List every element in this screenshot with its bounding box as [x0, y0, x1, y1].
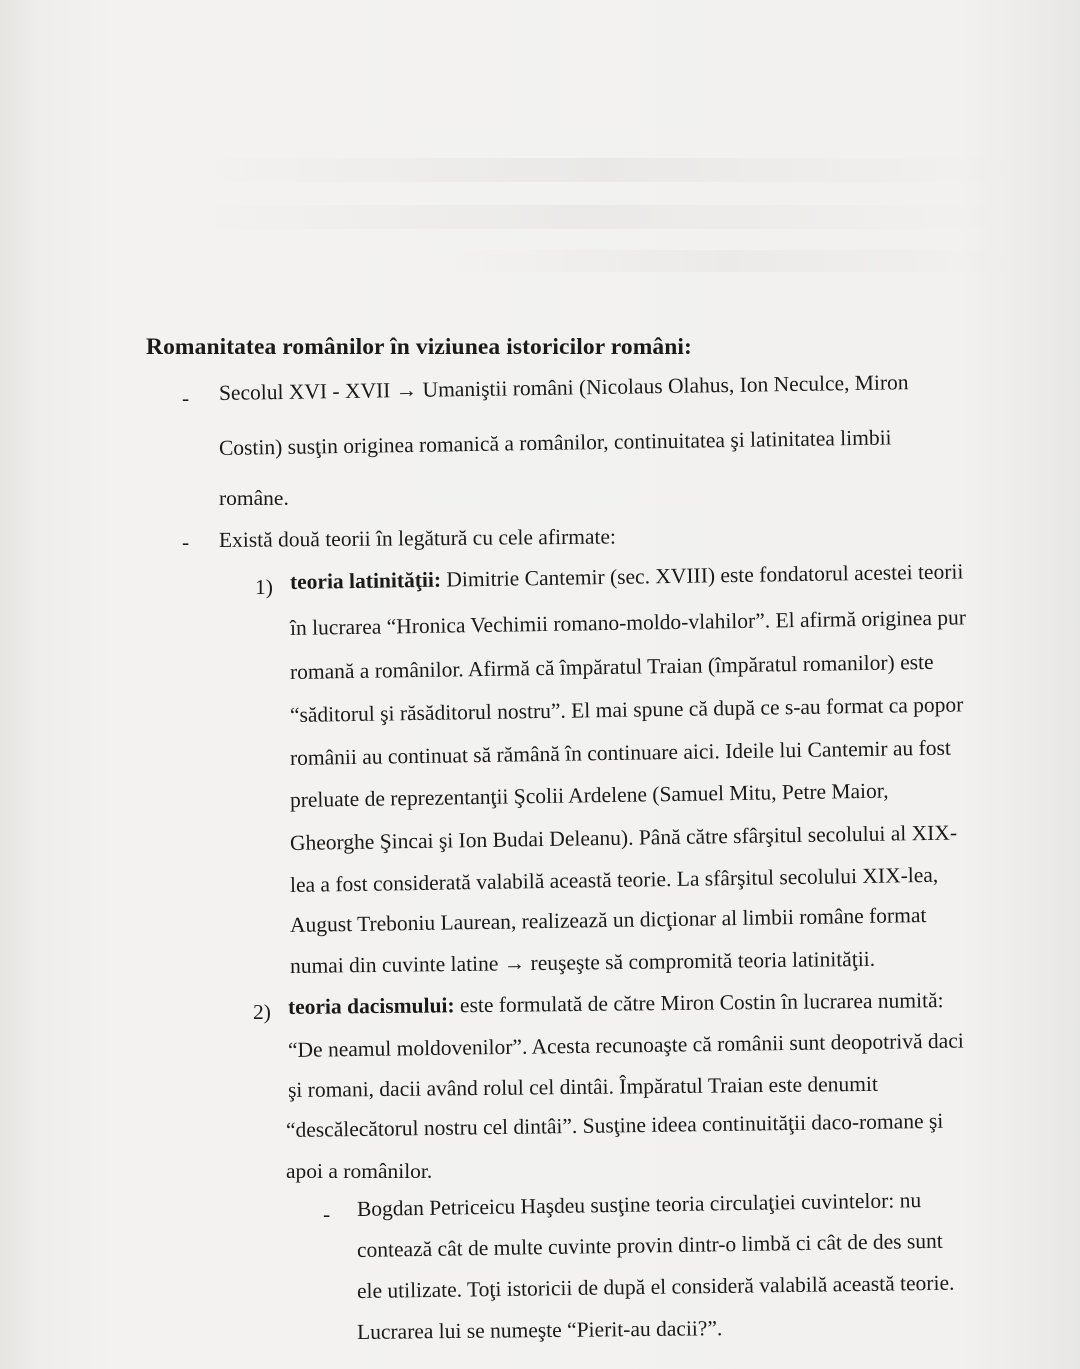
theory-number: 2): [253, 1000, 271, 1024]
theory-line: în lucrarea “Hronica Vechimii romano-moldo-vlahilor”. El afirmă originea pur: [289, 605, 967, 640]
theory-line: apoi a românilor.: [286, 1159, 433, 1183]
theory-line: August Treboniu Laurean, realizează un dicţionar al limbii române format: [289, 903, 927, 937]
document-title: Romanitatea românilor în viziunea istoricilor români:: [146, 334, 692, 360]
theory-number: 1): [255, 575, 273, 599]
theory-line: Gheorghe Şincai şi Ion Budai Deleanu). Până către sfârşitul secolului al XIX-: [289, 820, 958, 855]
bullet-dash: -: [182, 530, 190, 554]
bullet-line: române.: [219, 486, 289, 510]
theory-first-line-text: este formulată de către Miron Costin în lucrarea numită:: [454, 988, 944, 1018]
theory-first-line-text: Dimitrie Cantemir (sec. XVIII) este fondatorul acestei teorii: [440, 559, 964, 592]
bleed-through-shadow: [190, 158, 1010, 182]
theory-line: “De neamul moldovenilor”. Acesta recunoaşte că românii sunt deopotrivă daci: [287, 1028, 964, 1062]
theory-first-line: [288, 990, 944, 1018]
theory-line: “săditorul şi răsăditorul nostru”. El mai spune că după ce s-au format ca popor: [289, 692, 964, 727]
theory-first-line: [290, 561, 964, 593]
sub-bullet-line: contează cât de multe cuvinte provin dintr-o limbă ci cât de des sunt: [356, 1228, 943, 1262]
bullet-line: Secolul XVI - XVII → Umaniştii români (Nicolaus Olahus, Ion Neculce, Miron: [218, 370, 909, 405]
theory-line: “descălecătorul nostru cel dintâi”. Susţine ideea continuităţii daco-romane şi: [285, 1108, 944, 1142]
bullet-line: Costin) susţin originea romanică a românilor, continuitatea şi latinitatea limbii: [218, 425, 892, 460]
bleed-through-shadow: [180, 205, 1010, 229]
theory-line: şi romani, dacii având rolul cel dintâi. Împăratul Traian este denumit: [287, 1071, 878, 1102]
sub-bullet-line: Bogdan Petriceicu Haşdeu susţine teoria circulaţiei cuvintelor: nu: [356, 1188, 922, 1221]
theory-line: lea a fost considerată valabilă această teorie. La sfârşitul secolului XIX-lea,: [289, 862, 939, 897]
bleed-through-shadow: [450, 250, 1010, 272]
theory-line: numai din cuvinte latine → reuşeşte să compromită teoria latinităţii.: [289, 946, 876, 978]
theory-line: românii au continuat să rămână în continuare aici. Ideile lui Cantemir au fost: [289, 735, 952, 770]
theory-line: preluate de reprezentanţii Şcolii Ardelene (Samuel Mitu, Petre Maior,: [289, 778, 889, 812]
sub-bullet-dash: -: [323, 1202, 331, 1226]
bullet-dash: -: [182, 386, 190, 410]
bullet-line: Există două teorii în legătură cu cele afirmate:: [218, 524, 617, 552]
theory-term: teoria dacismului:: [287, 993, 455, 1019]
sub-bullet-line: Lucrarea lui se numeşte “Pierit-au dacii?”.: [356, 1316, 723, 1344]
theory-term: teoria latinităţii:: [289, 567, 442, 594]
theory-line: romană a românilor. Afirmă că împăratul Traian (împăratul romanilor) este: [289, 649, 934, 684]
sub-bullet-line: ele utilizate. Toţi istoricii de după el consideră valabilă această teorie.: [356, 1270, 955, 1303]
